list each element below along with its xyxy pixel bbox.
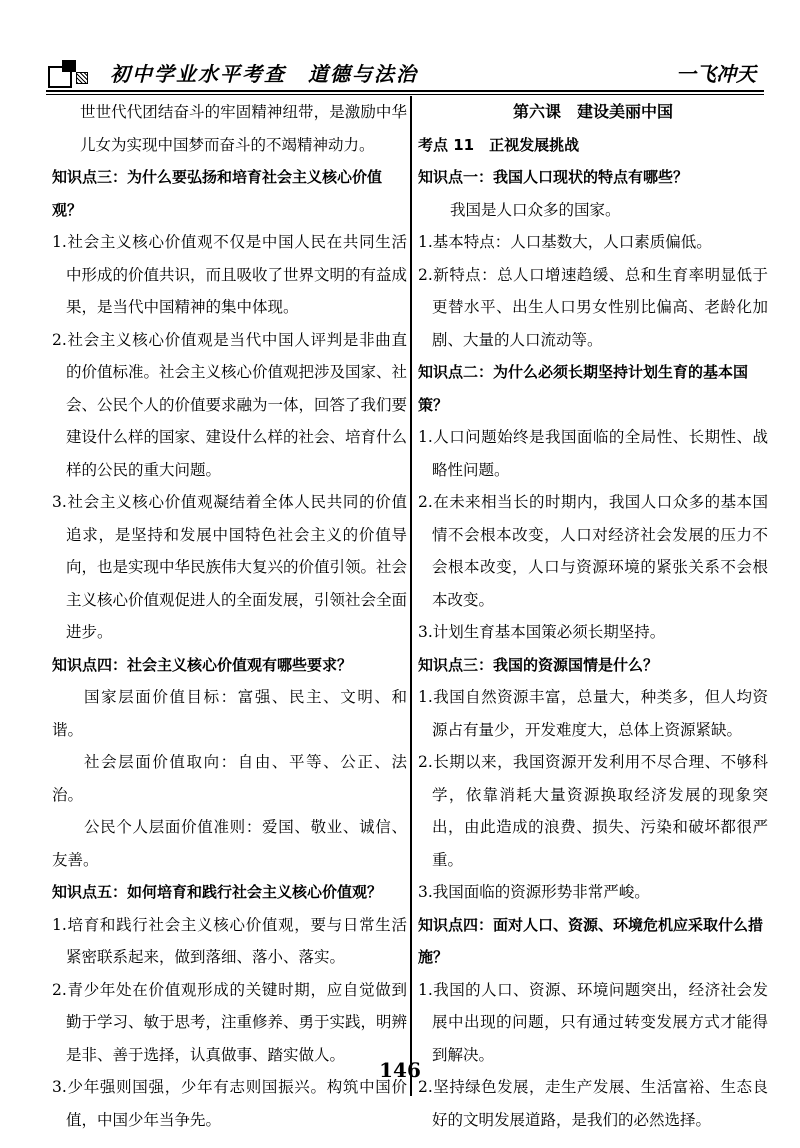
list-item: 3.社会主义核心价值观凝结着全体人民共同的价值追求，是坚持和发展中国特色社会主义的价值导向，也是实现中华民族伟大复兴的价值引领。社会主义核心价值观促进人的全面发展，引领社会全面进步。 bbox=[52, 493, 408, 641]
value-line-social: 社会层面价值取向：自由、平等、公正、法治。 bbox=[52, 753, 407, 804]
intro-line: 我国是人口众多的国家。 bbox=[450, 200, 621, 219]
list-item: 1.我国的人口、资源、环境问题突出，经济社会发展中出现的问题，只有通过转变发展方式才能得到解决。 bbox=[418, 980, 768, 1064]
knowledge-point-5-heading: 知识点五：如何培育和践行社会主义核心价值观？ bbox=[52, 883, 383, 901]
list-item: 2.青少年处在价值观形成的关键时期，应自觉做到勤于学习、敏于思考，注重修养、勇于实践，明辨是非、善于选择，认真做事、踏实做人。 bbox=[52, 980, 408, 1064]
list-item: 2.长期以来，我国资源开发利用不尽合理、不够科学，依靠消耗大量资源换取经济发展的现象突出，由此造成的浪费、损失、污染和破坏都很严重。 bbox=[418, 753, 768, 869]
exam-point-title: 考点 11 正视发展挑战 bbox=[418, 135, 580, 154]
lesson-title: 第六课 建设美丽中国 bbox=[512, 102, 673, 121]
column-divider bbox=[410, 96, 412, 1096]
page-header bbox=[46, 52, 764, 90]
list-item: 1.人口问题始终是我国面临的全局性、长期性、战略性问题。 bbox=[418, 428, 768, 479]
list-item: 3.少年强则国强，少年有志则国振兴。构筑中国价值，中国少年当争先。 bbox=[52, 1078, 407, 1129]
right-column bbox=[418, 96, 768, 1136]
list-item: 3.计划生育基本国策必须长期坚持。 bbox=[418, 623, 666, 641]
knowledge-point-4-heading: 知识点四：社会主义核心价值观有哪些要求？ bbox=[52, 655, 353, 674]
header-rule-thin bbox=[46, 94, 764, 95]
knowledge-point-3-heading: 知识点三：我国的资源国情是什么？ bbox=[418, 655, 659, 674]
left-column bbox=[52, 96, 407, 1136]
list-item: 2.坚持绿色发展，走生产发展、生活富裕、生态良好的文明发展道路，是我们的必然选择。 bbox=[418, 1078, 768, 1129]
header-rule bbox=[46, 90, 764, 92]
brand-name: 一飞冲天 bbox=[676, 62, 756, 86]
knowledge-point-3-heading: 知识点三：为什么要弘扬和培育社会主义核心价值观？ bbox=[52, 168, 383, 219]
list-item: 2.社会主义核心价值观是当代中国人评判是非曲直的价值标准。社会主义核心价值观把涉及国家、社会、公民个人的价值要求融为一体，回答了我们要建设什么样的国家、建设什么样的社会、培育什么样的公民的重大问题。 bbox=[52, 330, 408, 479]
list-item: 1.我国自然资源丰富，总量大，种类多，但人均资源占有量少，开发难度大，总体上资源紧缺。 bbox=[418, 688, 768, 739]
continued-paragraph: 世世代代团结奋斗的牢固精神纽带，是激励中华儿女为实现中国梦而奋斗的不竭精神动力。 bbox=[80, 103, 407, 154]
page-number: 146 bbox=[379, 1058, 421, 1082]
value-line-national: 国家层面价值目标：富强、民主、文明、和谐。 bbox=[52, 688, 407, 739]
list-item: 2.在未来相当长的时期内，我国人口众多的基本国情不会根本改变，人口对经济社会发展的压力不会根本改变，人口与资源环境的紧张关系不会根本改变。 bbox=[418, 493, 768, 609]
list-item: 1.社会主义核心价值观不仅是中国人民在共同生活中形成的价值共识，而且吸收了世界文明的有益成果，是当代中国精神的集中体现。 bbox=[52, 233, 408, 316]
value-line-individual: 公民个人层面价值准则：爱国、敬业、诚信、友善。 bbox=[52, 818, 407, 869]
list-item: 1.基本特点：人口基数大，人口素质偏低。 bbox=[418, 233, 712, 251]
list-item: 3.我国面临的资源形势非常严峻。 bbox=[418, 883, 650, 901]
knowledge-point-4-heading: 知识点四：面对人口、资源、环境危机应采取什么措施？ bbox=[418, 915, 764, 966]
list-item: 2.新特点：总人口增速趋缓、总和生育率明显低于更替水平、出生人口男女性别比偏高、老龄化加剧、大量的人口流动等。 bbox=[418, 265, 768, 349]
book-title: 初中学业水平考查 道德与法治 bbox=[110, 62, 418, 86]
list-item: 1.培育和践行社会主义核心价值观，要与日常生活紧密联系起来，做到落细、落小、落实。 bbox=[52, 915, 407, 966]
knowledge-point-2-heading: 知识点二：为什么必须长期坚持计划生育的基本国策？ bbox=[418, 363, 749, 414]
series-logo bbox=[46, 58, 94, 86]
knowledge-point-1-heading: 知识点一：我国人口现状的特点有哪些？ bbox=[418, 168, 689, 186]
